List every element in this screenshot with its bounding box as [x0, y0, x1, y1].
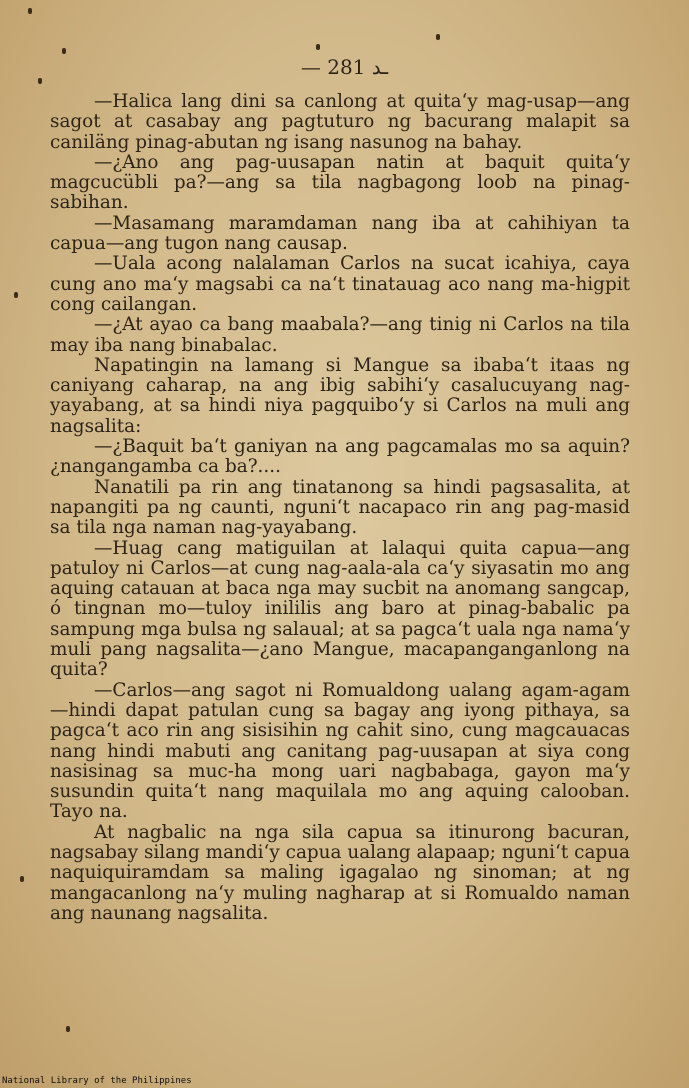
paragraph: Napatingin na lamang si Mangue sa ibaba‘t itaas ng caniyang caharap, na ang ibig sabihi‘y casalucuyang nag-yayabang, at sa hindi niya pagquibo‘y si Carlos na muli ang nagsalita: [50, 354, 630, 437]
ink-speck [20, 876, 24, 882]
ink-speck [436, 34, 440, 40]
library-credit: National Library of the Philippines [2, 1076, 192, 1086]
paragraph: —Uala acong nalalaman Carlos na sucat icahiya, caya cung ano ma‘y magsabi ca na‘t tinatauag aco nang ma-higpit cong cailangan. [50, 253, 630, 315]
ink-speck [66, 1026, 70, 1032]
paragraph: —Carlos—ang sagot ni Romualdong ualang agam-agam—hindi dapat patulan cung sa bagay ang iyong pithaya, sa pagca‘t aco rin ang sisisihin ng cahit sino, cung magcauacas nang hindi mabuti ang canitang pag-uusapan at siya cong nasisinag sa muc-ha mong uari nagbabaga, gayon ma‘y susundin quita‘t nang maquilala mo ang aquing calooban. Tayo na. [50, 679, 630, 823]
paragraph: —¿Ano ang pag-uusapan natin at baquit quita‘y magcucübli pa?—ang sa tila nagbagong loob na pinag-sabihan. [50, 151, 630, 214]
paragraph: —Huag cang matiguilan at lalaqui quita capua—ang patuloy ni Carlos—at cung nag-aala-ala ca‘y siyasatin mo ang aquing catauan at baca nga may sucbit na anomang sangcap, ó tingnan mo—tuloy inililis ang baro at pinag-babalic pa sampung mga bulsa ng salaual; at sa pagca‘t uala nga nama‘y muli pang nagsalita—¿ano Mangue, macapanganganlong na quita? [50, 537, 630, 681]
ink-speck [14, 292, 18, 298]
body-text [50, 92, 630, 924]
paragraph: —¿At ayao ca bang maabala?—ang tinig ni Carlos na tila may iba nang binabalac. [50, 314, 630, 356]
paragraph: —Masamang maramdaman nang iba at cahihiyan ta capua—ang tugon nang causap. [50, 212, 630, 255]
ink-speck [28, 8, 32, 14]
paragraph: —¿Baquit ba‘t ganiyan na ang pagcamalas mo sa aquin? ¿nangangamba ca ba?.... [50, 436, 630, 478]
ink-speck [62, 48, 66, 54]
paragraph: At nagbalic na nga sila capua sa itinurong bacuran, nagsabay silang mandi‘y capua ualang alapaap; nguni‘t capua naquiquiramdam sa maling igagalao ng sinoman; at ng mangacanlong na‘y muling nagharap at si Romualdo naman ang naunang nagsalita. [50, 821, 630, 924]
paragraph: —Halica lang dini sa canlong at quita‘y mag-usap—ang sagot at casabay ang pagtuturo ng bacurang malapit sa caniläng pinag-abutan ng isang nasunog na bahay. [50, 91, 630, 153]
paragraph: Nanatili pa rin ang tinatanong sa hindi pagsasalita, at napangiti pa ng caunti, nguni‘t nacapaco rin ang pag-masid sa tila nga naman nag-yayabang. [50, 476, 630, 539]
page-number: — 281 ـد [300, 55, 389, 79]
ink-speck [316, 44, 320, 50]
